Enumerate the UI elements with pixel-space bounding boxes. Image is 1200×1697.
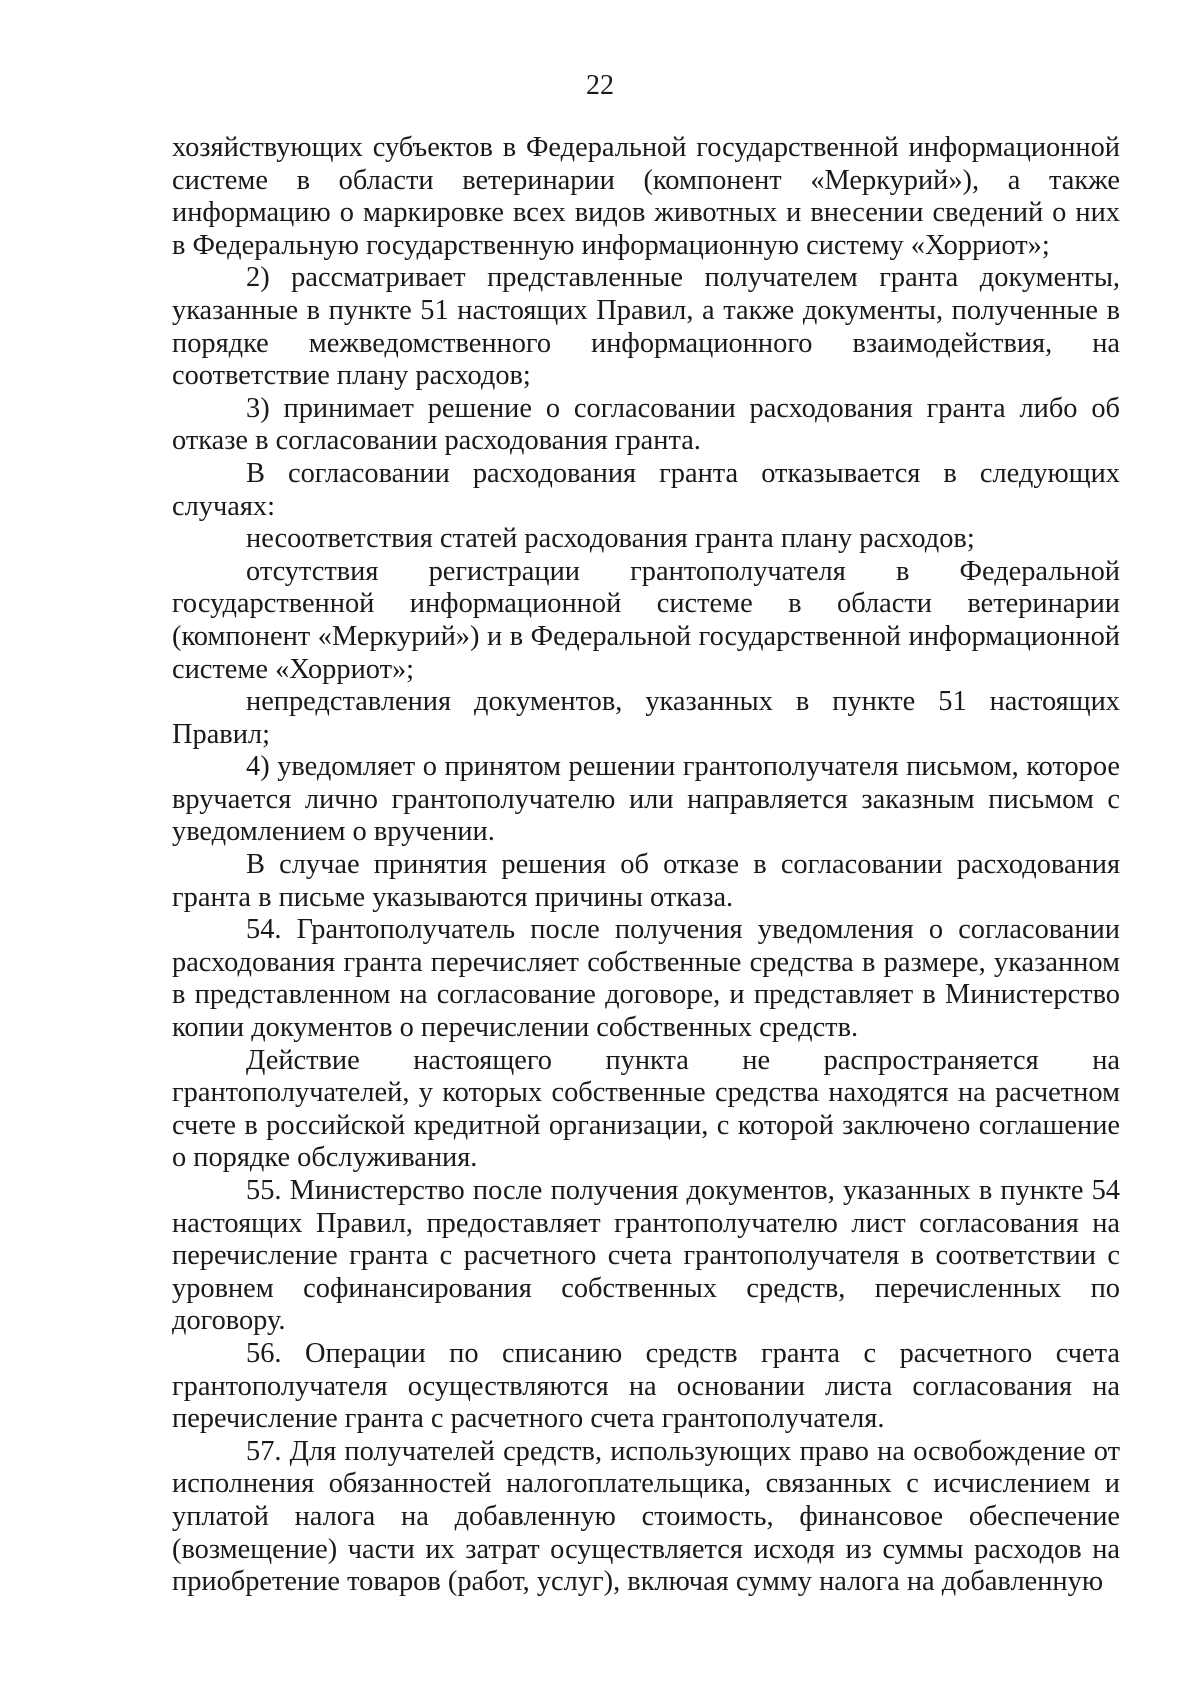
paragraph-clause-54-exception: Действие настоящего пункта не распространяется на грантополучателей, у которых собственные средства находятся на расчетном счете в российской кредитной организации, с которой заключено соглашение о порядке обслуживания. xyxy=(172,1044,1120,1174)
paragraph-continuation: хозяйствующих субъектов в Федеральной государственной информационной системе в области ветеринарии (компонент «Меркурий»), а также информацию о маркировке всех видов животных и внесении сведений о них в Федеральную государственную информационную систему «Хорриот»; xyxy=(172,132,1120,261)
paragraph-refusal-reasons: В случае принятия решения об отказе в согласовании расходования гранта в письме указываются причины отказа. xyxy=(172,849,1120,913)
page-number: 22 xyxy=(586,70,614,101)
paragraph-refusal-case-3: непредставления документов, указанных в пункте 51 настоящих Правил; xyxy=(172,686,1120,750)
document-body xyxy=(172,132,1120,1599)
paragraph-item-2: 2) рассматривает представленные получателем гранта документы, указанные в пункте 51 настоящих Правил, а также документы, полученные в порядке межведомственного информационного взаимодействия, на соответствие плану расходов; xyxy=(172,262,1120,392)
paragraph-item-4: 4) уведомляет о принятом решении грантополучателя письмом, которое вручается лично грантополучателю или направляется заказным письмом с уведомлением о вручении. xyxy=(172,751,1120,848)
paragraph-clause-56: 56. Операции по списанию средств гранта с расчетного счета грантополучателя осуществляются на основании листа согласования на перечисление гранта с расчетного счета грантополучателя. xyxy=(172,1337,1120,1435)
paragraph-refusal-case-1: несоответствия статей расходования гранта плану расходов; xyxy=(246,523,975,555)
paragraph-refusal-case-2: отсутствия регистрации грантополучателя в Федеральной государственной информационной системе в области ветеринарии (компонент «Меркурий») и в Федеральной государственной информационной системе «Хорриот»; xyxy=(172,555,1120,685)
paragraph-refusal-intro: В согласовании расходования гранта отказывается в следующих случаях: xyxy=(172,457,1120,522)
paragraph-item-3: 3) принимает решение о согласовании расходования гранта либо об отказе в согласовании расходования гранта. xyxy=(172,392,1120,457)
paragraph-clause-57: 57. Для получателей средств, использующих право на освобождение от исполнения обязанностей налогоплательщика, связанных с исчислением и уплатой налога на добавленную стоимость, финансовое обеспечение (возмещение) части их затрат осуществляется исходя из суммы расходов на приобретение товаров (работ, услуг), включая сумму налога на добавленную xyxy=(172,1435,1120,1598)
paragraph-clause-55: 55. Министерство после получения документов, указанных в пункте 54 настоящих Правил, предоставляет грантополучателю лист согласования на перечисление гранта с расчетного счета грантополучателя в соответствии с уровнем софинансирования собственных средств, перечисленных по договору. xyxy=(172,1175,1120,1337)
paragraph-clause-54: 54. Грантополучатель после получения уведомления о согласовании расходования гранта перечисляет собственные средства в размере, указанном в представленном на согласование договоре, и представляет в Министерство копии документов о перечислении собственных средств. xyxy=(172,914,1120,1044)
